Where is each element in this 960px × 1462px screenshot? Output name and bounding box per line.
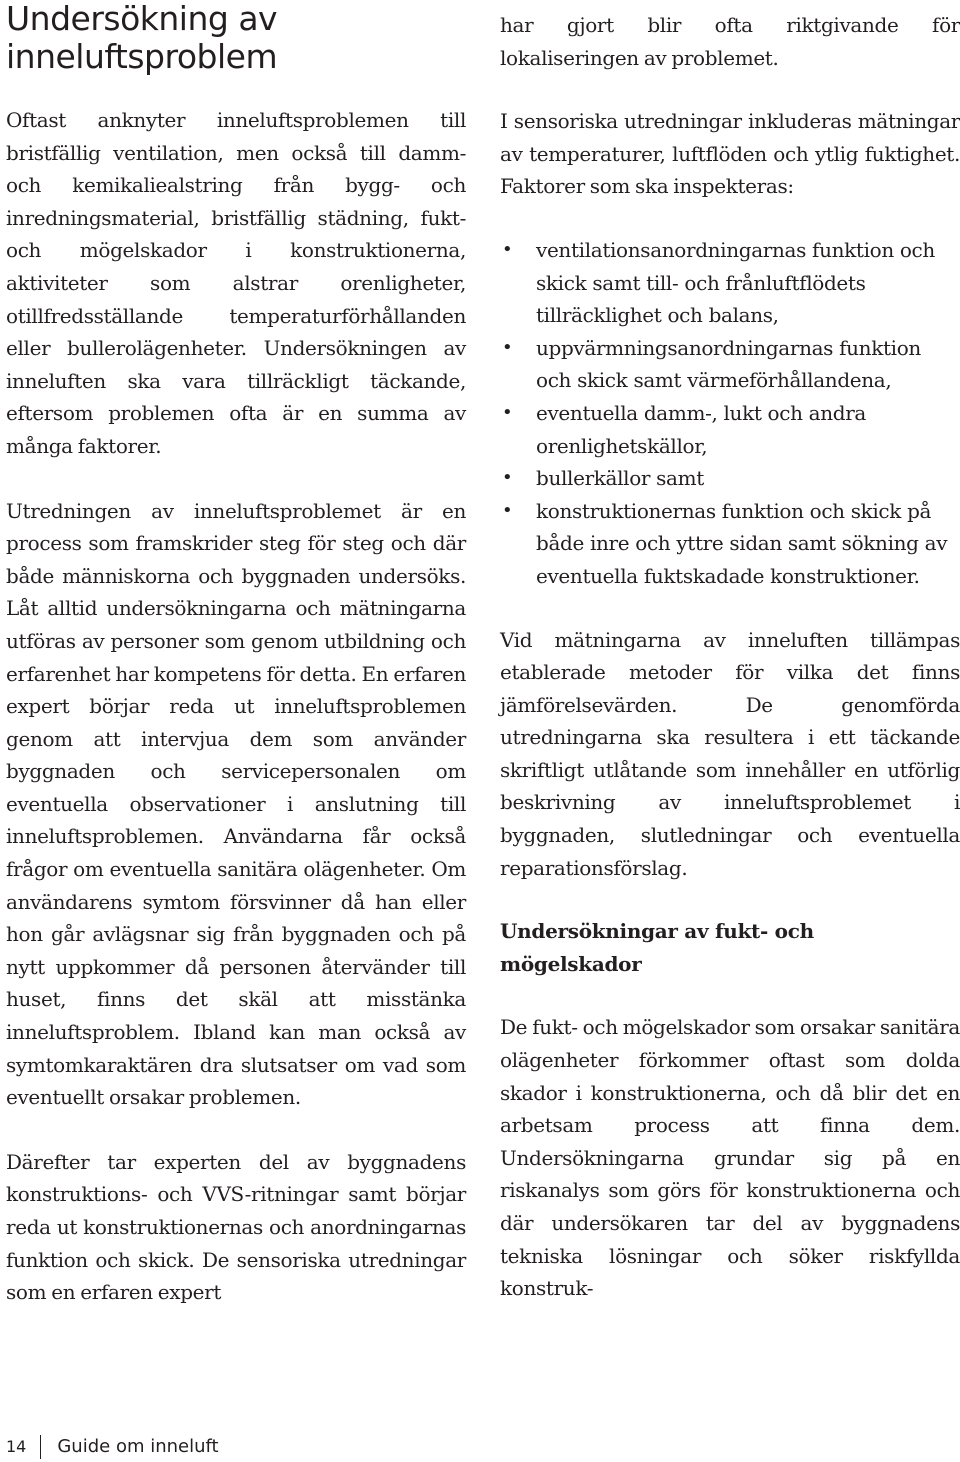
sensory-paragraph: I sensoriska utredningar inkluderas mätningar av temperaturer, luftflöden och ytlig fuktighet. Faktorer som ska inspekteras: <box>500 109 960 199</box>
intro-paragraph: Oftast anknyter inneluftsproblemen till bristfällig ventilation, men också till damm- och kemikaliealstring från bygg- och inredningsmaterial, bristfällig städning, fukt- och mögelskador i konstruktionerna, aktiviteter som alstrar orenligheter, otillfredsställande temperaturförhållanden eller bullerolägenheter. Undersökningen av inneluften ska vara tillräckligt täckande, eftersom problemen ofta är en summa av många faktorer. <box>6 108 466 458</box>
page-number: 14 <box>6 1437 27 1456</box>
process-paragraph: Utredningen av inneluftsproblemet är en process som framskrider steg för steg och där både människorna och byggnaden undersöks. Låt alltid undersökningarna och mätningarna utföras av personer som genom utbildning och erfarenhet har kompetens för detta. En erfaren expert börjar reda ut inneluftsproblemen genom att intervjua dem som använder byggnaden och servicepersonalen om eventuella observationer i anslutning till inneluftsproblemen. Användarna får också frågor om eventuella sanitära olägenheter. Om användarens symtom försvinner då han eller hon går avlägsnar sig från byggnaden och på nytt uppkommer då personen återvänder till huset, finns det skäl att misstänka inneluftsproblem. Ibland kan man också av symtomkaraktären dra slutsatser om vad som eventuellt orsakar problemen. <box>6 498 466 1110</box>
section-heading: Undersökningar av fukt- och mögelskador <box>500 919 814 976</box>
list-item: • bullerkällor samt <box>500 462 960 495</box>
list-item: • eventuella damm-, lukt och andra orenlighetskällor, <box>500 397 960 462</box>
right-column <box>500 0 960 1305</box>
footer-divider <box>40 1435 41 1459</box>
moisture-paragraph: De fukt- och mögelskador som orsakar sanitära olägenheter förkommer oftast som dolda skador i konstruktionerna, och då blir det en arbetsam process att finna dem. Undersökningarna grundar sig på en riskanalys som görs för konstruktionerna och där undersökaren tar del av byggnadens tekniska lösningar och söker riskfyllda konstruk- <box>500 1015 960 1301</box>
drawings-paragraph: Därefter tar experten del av byggnadens konstruktions- och VVS-ritningar samt börjar reda ut konstruktionernas och anordningarnas funktion och skick. De sensoriska utredningar som en erfaren expert <box>6 1149 466 1305</box>
page-title: Undersökning av inneluftsproblem <box>6 0 278 76</box>
publication-title: Guide om inneluft <box>57 1436 219 1457</box>
measurements-paragraph: Vid mätningarna av inneluften tillämpas etablerade metoder för vilka det finns jämförelsevärden. De genomförda utredningarna ska resultera i ett täckande skriftligt utlåtande som innehåller en utförlig beskrivning av inneluftsproblemet i byggnaden, slutledningar och eventuella reparationsförslag. <box>500 627 960 880</box>
list-item: • uppvärmningsanordningarnas funktion och skick samt värmeförhållandena, <box>500 332 960 397</box>
list-item: • konstruktionernas funktion och skick på både inre och yttre sidan samt sökning av eventuella fuktskadade konstruktioner. <box>500 495 960 593</box>
continuation-paragraph: har gjort blir ofta riktgivande för lokaliseringen av problemet. <box>500 13 960 70</box>
page-footer <box>6 1432 219 1462</box>
inspection-factors-list <box>500 234 960 593</box>
left-column <box>6 0 466 1309</box>
list-item: • ventilationsanordningarnas funktion och skick samt till- och frånluftflödets tillräcklighet och balans, <box>500 234 960 332</box>
